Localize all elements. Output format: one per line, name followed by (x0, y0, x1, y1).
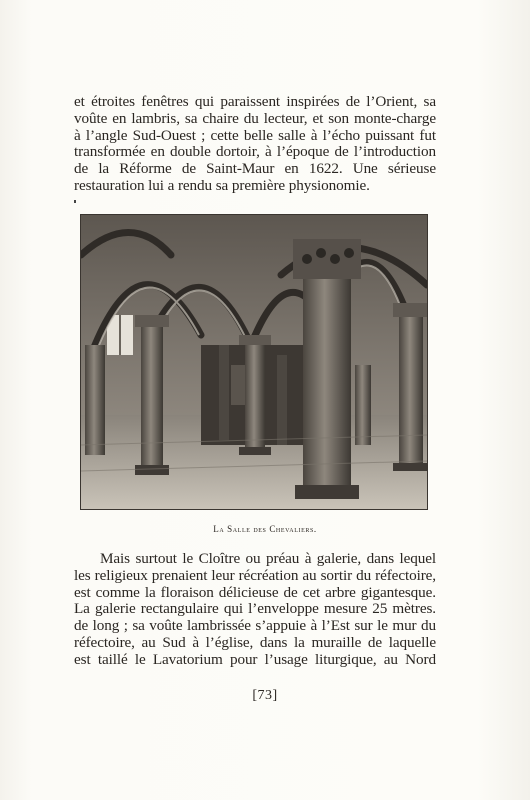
text-line: est comme la floraison délicieuse de cet arbre gigantesque. (74, 583, 436, 601)
paragraph-top (74, 94, 436, 195)
text-line: transformée en double dortoir, à l’époque de l’introduction (74, 143, 436, 161)
text-line: Mais surtout le Cloître ou préau à galerie, dans lequel (100, 550, 436, 567)
text-line: à l’angle Sud-Ouest ; cette belle salle à l’écho puissant fut (74, 126, 436, 144)
text-line: réfectoire, au Sud à l’église, dans la muraille de laquelle (74, 633, 436, 651)
text-line: restauration lui a rendu sa première physionomie. (74, 176, 370, 194)
text-line: La galerie rectangulaire qui l’enveloppe mesure 25 mètres. (74, 600, 436, 618)
print-mark (74, 200, 76, 203)
figure-caption: La Salle des Chevaliers. (213, 524, 317, 534)
page-number: [73] (252, 688, 278, 703)
text-line: de la Réforme de Saint-Maur en 1622. Une sérieuse (74, 160, 436, 178)
text-line: est taillé le Lavatorium pour l’usage liturgique, au Nord (74, 650, 436, 668)
text-line: et étroites fenêtres qui paraissent inspirées de l’Orient, sa (74, 93, 436, 110)
text-line: les religieux prenaient leur récréation au sortir du réfectoire, (74, 566, 436, 584)
vaulted-hall-illustration (81, 215, 427, 509)
text-line: voûte en lambris, sa chaire du lecteur, et son monte-charge (74, 109, 436, 127)
text-line: de long ; sa voûte lambrissée s’appuie à l’Est sur le mur du (74, 617, 436, 635)
paragraph-bottom (74, 551, 436, 669)
engraving-salle-des-chevaliers (80, 214, 428, 510)
